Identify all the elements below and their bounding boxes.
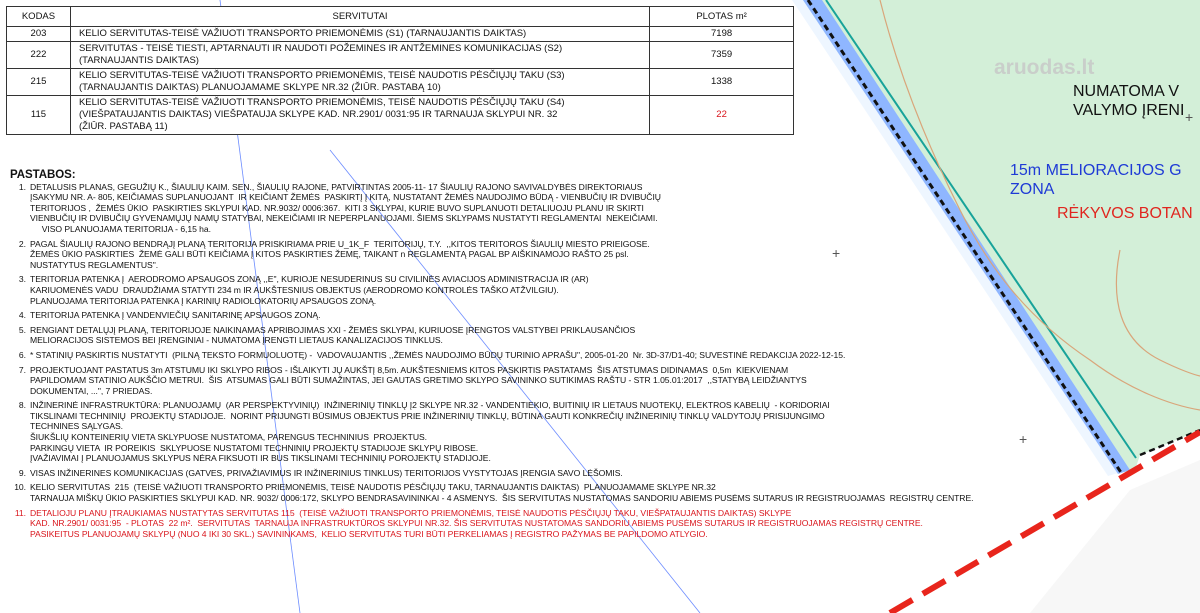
- label-rekyvos: RĖKYVOS BOTAN: [1057, 205, 1193, 222]
- note-item: [8, 400, 1118, 464]
- note-line: ĮSAKYMU NR. A- 805, KEIČIAMAS SUPLANUOJANT IR KEIČIANT ŽEMĖS PASKIRTĮ Į KITĄ, NUSTATANT ŽEMĖS NAUDOJIMO BŪDĄ - VIENBUČIŲ IR DVIBUČIŲ: [30, 192, 661, 203]
- note-number: 8.: [18, 400, 26, 411]
- table-row: [7, 69, 794, 96]
- note-line: RENGIANT DETALŲJĮ PLANĄ, TERITORIJOJE NAIKINAMAS APRIBOJIMAS XXI - ŽEMĖS SKLYPAI, KURIUOSE ĮRENGTOS VALSTYBEI PRIKLAUSANČIOS: [30, 324, 636, 335]
- note-line: TERITORIJA PATENKA Į VANDENVIEČIŲ SANITARINĘ APSAUGOS ZONĄ.: [30, 310, 321, 321]
- note-number: 5.: [18, 324, 26, 335]
- note-line: DETALUSIS PLANAS, GEGUŽIŲ K., ŠIAULIŲ KAIM. SEN., ŠIAULIŲ RAJONE, PATVIRTINTAS 2005-11- 17 ŠIAULIŲ RAJONO SAVIVALDYBĖS DIREKTORIAUS: [30, 181, 643, 192]
- note-line: TERITORIJOS , ŽEMĖS ŪKIO PASKIRTIES SKLYPUI KAD. NR.9032/ 0006:367. KITI 3 SKLYPAI, KURIE BUVO SUPLANUOTI DETALIUOJU PLANU IR SKIRTI: [30, 202, 644, 213]
- note-number: 2.: [18, 238, 26, 249]
- note-line: VISO PLANUOJAMA TERITORIJA - 6,15 ha.: [30, 223, 211, 234]
- cell-area: 7198: [650, 27, 794, 42]
- header-kodas: KODAS: [7, 7, 71, 27]
- label-melioracijos-line2: ZONA: [1010, 181, 1055, 198]
- crosshair-icon: +: [832, 245, 841, 261]
- label-numatoma-line2: VALYMO ĮRENI: [1073, 102, 1185, 119]
- note-item: [8, 350, 1118, 361]
- note-number: 6.: [18, 349, 26, 360]
- note-line: NUSTATYTUS REGLAMENTUS".: [30, 259, 159, 270]
- note-line: KAD. NR.2901/ 0031:95 - PLOTAS 22 m². SERVITUTAS TARNAUJA INFRASTRUKTŪROS SKLYPUI NR.32. ŠIS SERVITUTAS NUSTATOMAS SANDORIU ABIEMS PUSĖMS SUTARUS IR REGISTRUOJAMAS REGISTRŲ CENTRE.: [30, 518, 923, 529]
- note-line: TECHNINES SĄLYGAS.: [30, 421, 124, 432]
- cell-area: 22: [650, 96, 794, 135]
- note-number: 3.: [18, 274, 26, 285]
- crosshair-icon: +: [1019, 431, 1028, 447]
- note-item: [8, 468, 1118, 479]
- note-line: ŠIUKŠLIŲ KONTEINERIŲ VIETA SKLYPUOSE NUSTATOMA, PARENGUS TECHNINIUS PROJEKTUS.: [30, 432, 428, 443]
- label-melioracijos-line1: 15m MELIORACIJOS G: [1010, 162, 1182, 179]
- header-servitutai: SERVITUTAI: [70, 7, 649, 27]
- note-line: DOKUMENTAI, ...", 7 PRIEDAS.: [30, 385, 153, 396]
- description-line: KELIO SERVITUTAS-TEISĖ VAŽIUOTI TRANSPORTO PRIEMONĖMIS, TEISĖ NAUDOTIS PĖSČIŲJŲ TAKU (S3): [78, 70, 565, 81]
- note-line: PROJEKTUOJANT PASTATUS 3m ATSTUMU IKI SKLYPO RIBOS - IŠLAIKYTI JŲ AUKŠTĮ 8,5m. AUKŠTESNIEMS KITOS PASKIRTIS PASTATAMS ŠIS ATSTUMAS DIDINAMAS 0,5m KIEKVIENAM: [30, 364, 789, 375]
- note-number: 9.: [18, 467, 26, 478]
- note-number: 1.: [18, 181, 26, 192]
- description-line: KELIO SERVITUTAS-TEISĖ VAŽIUOTI TRANSPORTO PRIEMONĖMIS, TEISĖ NAUDOTIS PĖSČIŲJŲ TAKU (S4): [78, 97, 565, 108]
- note-line: PARKINGŲ VIETA IR POREIKIS SKLYPUOSE NUSTATOMI TECHNINIŲ PROJEKTŲ STADIJOJE SKLYPŲ RIBOSE.: [30, 442, 479, 453]
- note-line: PAPILDOMAM STATINIO AUKŠČIO METRUI. ŠIS ATSUMAS GALI BŪTI SUMAŽINTAS, JEI GAUTAS GRETIMO SKLYPO SAVININKO SUTIKIMAS RAŠTU - STR 1.05.01:2017 ,,STATYBĄ LEIDŽIANTYS: [30, 375, 807, 386]
- note-line: DETALIOJU PLANU ĮTRAUKIAMAS NUSTATYTAS SERVITUTAS 115 (TEISĖ VAŽIUOTI TRANSPORTO PRIEMONĖMIS, TEISĖ NAUDOTIS PĖSČIŲJŲ TAKU, VIEŠPATAUJANTIS DAIKTAS) SKLYPE: [30, 507, 792, 518]
- servitudes-table: [6, 6, 794, 135]
- table-header-row: [7, 7, 794, 27]
- note-line: KARIUOMENĖS VADU DRAUDŽIAMA STATYTI 234 m IR AUKŠTESNIUS OBJEKTUS (AERODROMO KONTROLĖS TAŠKO ATŽVILGIU).: [30, 284, 559, 295]
- cell-area: 7359: [650, 42, 794, 69]
- cell-description: [70, 96, 649, 135]
- note-line: TARNAUJA MIŠKŲ ŪKIO PASKIRTIES SKLYPUI KAD. NR. 9032/ 0006:172, SKLYPO BENDRASAVININKAI - 4 ASMENYS. ŠIS SERVITUTAS NUSTATOMAS SANDORIU ABIEMS PUSĖMS SUTARUS IR REGISTRUOJAMAS REGISTRŲ CENTRE.: [30, 493, 974, 504]
- cell-code: 115: [7, 96, 71, 135]
- note-line: * STATINIŲ PASKIRTIS NUSTATYTI (PILNĄ TEKSTO FORMUOLUOTĘ) - VADOVAUJANTIS ,,ŽEMĖS NAUDOJIMO BŪDŲ TURINIO APRAŠU", 2005-01-20 Nr. 3D-37/D1-40; SUVESTINĖ REDAKCIJA 2022-12-15.: [30, 349, 846, 360]
- note-line: MELIORACIJOS SISTEMOS BEI ĮRENGINIAI - NUMATOMA ĮRENGTI LIETAUS KANALIZACIJOS TINKLUS.: [30, 335, 443, 346]
- note-item: [8, 365, 1118, 397]
- description-line: (VIEŠPATAUJANTIS DAIKTAS) VIEŠPATAUJA SKLYPE KAD. NR.2901/ 0031:95 IR TARNAUJA SKLYPUI NR. 32: [78, 109, 558, 120]
- note-item: [8, 274, 1118, 306]
- cell-description: [70, 42, 649, 69]
- cell-code: 203: [7, 27, 71, 42]
- note-line: ŽEMĖS ŪKIO PASKIRTIES ŽEMĖ GALI BŪTI KEIČIAMA Į KITOS PASKIRTIES ŽEMĘ, TAIKANT n REGLAMENTĄ PAGAL BP AIŠKINAMOJO RAŠTO 25 psl.: [30, 249, 629, 260]
- table-row: [7, 27, 794, 42]
- note-item: [8, 310, 1118, 321]
- cell-code: 222: [7, 42, 71, 69]
- note-line: VIENBUČIŲ IR DVIBUČIŲ GYVENAMŲJŲ NAMŲ STATYBAI, NEKEIČIAMI IR NEPERPLANUOJAMI. ŠIEMS SKLYPAMS NUSTATYTI REGLAMENTAI NEKEIČIAMI.: [30, 213, 658, 224]
- cell-code: 215: [7, 69, 71, 96]
- header-plotas: PLOTAS m²: [650, 7, 794, 27]
- note-number: 7.: [18, 364, 26, 375]
- label-numatoma: [1073, 82, 1184, 120]
- note-line: PLANUOJAMA TERITORIJA PATENKA Į KARINIŲ RADIOLOKATORIŲ APSAUGOS ZONĄ.: [30, 295, 377, 306]
- description-line: (TARNAUJANTIS DAIKTAS) PLANUOJAMAME SKLYPE NR.32 (ŽIŪR. PASTABĄ 10): [78, 82, 441, 93]
- label-numatoma-line1: NUMATOMA V: [1073, 83, 1180, 100]
- note-line: PAGAL ŠIAULIŲ RAJONO BENDRĄJĮ PLANĄ TERITORIJA PRISKIRIAMA PRIE U_1K_F TERITORIJŲ, T.Y. ,,KITOS TERITOROS ŠIAULIŲ MIESTO PRIEIGOSE.: [30, 238, 650, 249]
- cell-area: 1338: [650, 69, 794, 96]
- note-item: [8, 325, 1118, 346]
- note-item: [8, 508, 1118, 540]
- note-line: TERITORIJA PATENKA Į AERODROMO APSAUGOS ZONĄ ,,E", KURIOJE NESUDERINUS SU CIVILINĖS AVIACIJOS ADMINISTRACIJA IR (AR): [30, 274, 589, 285]
- cell-description: [70, 27, 649, 42]
- note-number: 4.: [18, 310, 26, 321]
- note-line: INŽINERINĖ INFRASTRUKTŪRA: PLANUOJAMŲ (AR PERSPEKTYVINIŲ) INŽINERINIŲ TINKLŲ Į2 SKLYPE NR.32 - VANDENTIEKIO, BUITINIŲ IR LIETAUS NUOTEKŲ, ELEKTROS KABELIŲ - KORIDORIAI: [30, 400, 830, 411]
- crosshair-icon: +: [1185, 109, 1194, 125]
- note-number: 10.: [14, 482, 26, 493]
- note-line: PASIKEITUS PLANUOJAMŲ SKLYPŲ (NUO 4 IKI 30 SKL.) SAVININKAMS, KELIO SERVITUTAS TURI BŪTI PERKELIAMAS Į REGISTRO PAŽYMAS BE PAPILDOMO ATLYGIO.: [30, 528, 708, 539]
- watermark-text: aruodas.lt: [994, 56, 1095, 79]
- note-item: [8, 239, 1118, 271]
- note-line: ĮVAŽIAVIMAI Į PLANUOJAMUS SKLYPUS NĖRA FIKSUOTI IR BUS TIKSLINAMI TECHNINIŲ POROJEKTŲ STADIJOJE.: [30, 453, 491, 464]
- description-line: KELIO SERVITUTAS-TEISĖ VAŽIUOTI TRANSPORTO PRIEMONĖMIS (S1) (TARNAUJANTIS DAIKTAS): [78, 28, 527, 39]
- cell-description: [70, 69, 649, 96]
- table-body: [7, 27, 794, 135]
- notes-section: [8, 170, 1118, 539]
- description-line: SERVITUTAS - TEISĖ TIESTI, APTARNAUTI IR NAUDOTI POŽEMINES IR ANTŽEMINES KOMUNIKACIJAS (S2): [78, 43, 563, 54]
- note-number: 11.: [14, 507, 26, 518]
- notes-title: PASTABOS:: [10, 169, 76, 181]
- note-line: KELIO SERVITUTAS 215 (TEISĖ VAŽIUOTI TRANSPORTO PRIEMONĖMIS, TEISĖ NAUDOTIS PĖSČIŲJŲ TAKU, TARNAUJANTIS DAIKTAS) PLANUOJAMAME SKLYPE NR.32: [30, 482, 716, 493]
- table-row: [7, 96, 794, 135]
- table-row: [7, 42, 794, 69]
- description-line: (ŽIŪR. PASTABĄ 11): [78, 121, 168, 132]
- notes-list: [8, 182, 1118, 540]
- note-line: VISAS INŽINERINES KOMUNIKACIJAS (GATVES, PRIVAŽIAVIMUS IR INŽINERINIUS TINKLUS) TERITORIJOS VYSTYTOJAS ĮRENGIA SAVO LĖŠOMIS.: [30, 467, 623, 478]
- note-item: [8, 182, 1118, 235]
- description-line: (TARNAUJANTIS DAIKTAS): [78, 55, 199, 66]
- note-item: [8, 482, 1118, 503]
- note-line: TIKSLINAMI TECHNINIŲ PROJEKTŲ STADIJOJE. NORINT PRIJUNGTI BŪSIMUS OBJEKTUS PRIE INŽINERINIŲ TINKLŲ, BŪTINA GAUTI KONKREČIŲ INŽINERINIŲ TINKLŲ VALDYTOJŲ PRISIJUNGIMO: [30, 410, 825, 421]
